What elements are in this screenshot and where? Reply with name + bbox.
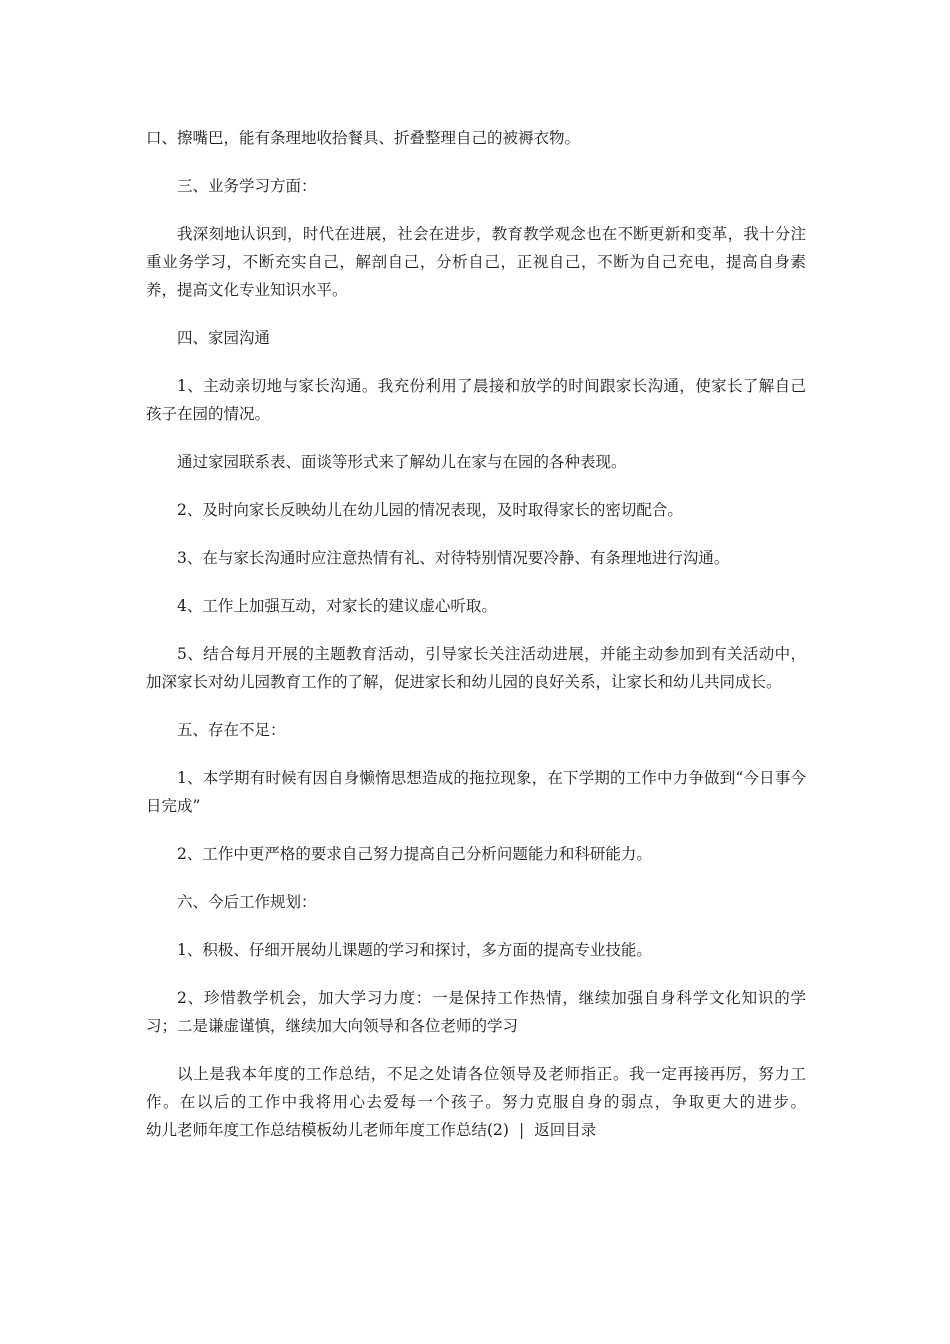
prev-article-link[interactable]: 幼儿老师年度工作总结模板幼儿老师年度工作总结(2) xyxy=(146,1121,509,1139)
paragraph-communication-5: 5、结合每月开展的主题教育活动，引导家长关注活动进展，并能主动参加到有关活动中，加深家长对幼儿园教育工作的了解，促进家长和幼儿园的良好关系，让家长和幼儿共同成长。 xyxy=(146,645,806,691)
paragraph-business-study: 我深刻地认识到，时代在进展，社会在进步，教育教学观念也在不断更新和变革，我十分注重业务学习，不断充实自己，解剖自己，分析自己，正视自己，不断为自己充电，提高自身素养，提高文化专业知识水平。 xyxy=(146,225,806,299)
document-body xyxy=(146,124,806,1164)
paragraph-plan-2: 2、珍惜教学机会，加大学习力度：一是保持工作热情，继续加强自身科学文化知识的学习；二是谦虚谨慎，继续加大向领导和各位老师的学习 xyxy=(146,989,806,1035)
paragraph-communication-forms: 通过家园联系表、面谈等形式来了解幼儿在家与在园的各种表现。 xyxy=(177,453,627,471)
footer-links xyxy=(146,1121,596,1139)
paragraph-communication-3: 3、在与家长沟通时应注意热情有礼、对待特别情况要冷静、有条理地进行沟通。 xyxy=(177,549,730,567)
heading-shortcomings: 五、存在不足： xyxy=(177,721,286,739)
link-separator: | xyxy=(518,1121,525,1139)
paragraph-continuation: 口、擦嘴巴，能有条理地收拾餐具、折叠整理自己的被褥衣物。 xyxy=(146,129,581,147)
paragraph-plan-1: 1、积极、仔细开展幼儿课题的学习和探讨，多方面的提高专业技能。 xyxy=(177,941,652,959)
heading-business-study: 三、业务学习方面： xyxy=(177,177,317,195)
paragraph-communication-1: 1、主动亲切地与家长沟通。我充份利用了晨接和放学的时间跟家长沟通，使家长了解自己孩子在园的情况。 xyxy=(146,377,806,423)
back-to-toc-link[interactable]: 返回目录 xyxy=(534,1121,597,1139)
heading-future-plan: 六、今后工作规划： xyxy=(177,893,317,911)
heading-home-school-communication: 四、家园沟通 xyxy=(177,329,271,347)
closing-text: 以上是我本年度的工作总结，不足之处请各位领导及老师指正。我一定再接再厉，努力工作。在以后的工作中我将用心去爱每一个孩子。努力克服自身的弱点，争取更大的进步。 xyxy=(146,1065,806,1111)
paragraph-communication-4: 4、工作上加强互动，对家长的建议虚心听取。 xyxy=(177,597,497,615)
paragraph-closing xyxy=(146,1060,806,1144)
paragraph-shortcoming-2: 2、工作中更严格的要求自己努力提高自己分析问题能力和科研能力。 xyxy=(177,845,652,863)
paragraph-communication-2: 2、及时向家长反映幼儿在幼儿园的情况表现，及时取得家长的密切配合。 xyxy=(177,501,683,519)
paragraph-shortcoming-1: 1、本学期有时候有因自身懒惰思想造成的拖拉现象，在下学期的工作中力争做到“今日事今日完成” xyxy=(146,769,806,815)
